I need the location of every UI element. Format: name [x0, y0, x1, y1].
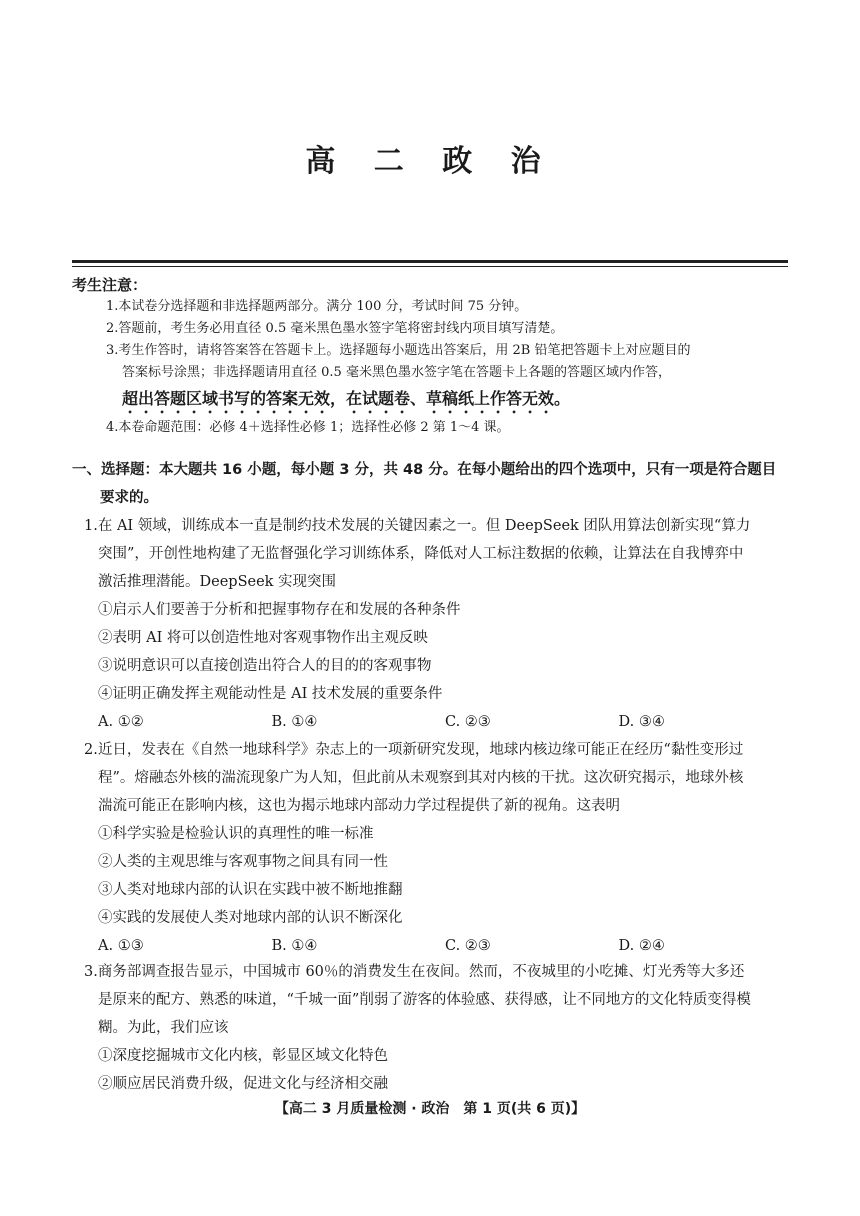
page-title: 高 二 政 治 [305, 144, 555, 179]
choice-d: D. ③④ [618, 714, 665, 730]
page-footer: 【高二 3 月质量检测 · 政治 第 1 页(共 6 页)】 [274, 1101, 586, 1117]
section-heading [72, 456, 792, 512]
question-stem-line: 突围”，开创性地构建了无监督强化学习训练体系，降低对人工标注数据的依赖，让算法在自我博弈中 [98, 546, 744, 562]
statement-2: ②人类的主观思维与客观事物之间具有同一性 [98, 854, 388, 870]
section-heading-line2: 要求的。 [100, 490, 158, 506]
choice-c: C. ②③ [445, 938, 491, 954]
question-1 [84, 512, 792, 736]
question-stem-line: 1.在 AI 领域，训练成本一直是制约技术发展的关键因素之一。但 DeepSeek 团队用算法创新实现“算力 [84, 518, 751, 534]
statement-4: ④实践的发展使人类对地球内部的认识不断深化 [98, 910, 403, 926]
question-stem-line: 程”。熔融态外核的湍流现象广为人知，但此前从未观察到其对内核的干扰。这次研究揭示，地球外核 [98, 770, 744, 786]
question-2 [84, 736, 792, 960]
question-3 [84, 958, 792, 1098]
choice-b: B. ①④ [271, 938, 318, 954]
notice-emphasis: 超出答题区域书写的答案无效，在试题卷、草稿纸上作答无效。 [122, 389, 571, 408]
statement-1: ①深度挖掘城市文化内核，彰显区域文化特色 [98, 1048, 388, 1064]
notice-item-3-cont: 答案标号涂黑；非选择题请用直径 0.5 毫米黑色墨水签字笔在答题卡上各题的答题区域内作答， [122, 365, 671, 380]
statement-4: ④证明正确发挥主观能动性是 AI 技术发展的重要条件 [98, 686, 443, 702]
header-divider-thin [72, 266, 788, 267]
choice-d: D. ②④ [618, 938, 665, 954]
question-stem-line: 3.商务部调查报告显示，中国城市 60％的消费发生在夜间。然而，不夜城里的小吃摊、灯光秀等大多还 [84, 964, 745, 980]
choice-a: A. ①② [98, 714, 144, 730]
choice-b: B. ①④ [271, 714, 318, 730]
statement-3: ③人类对地球内部的认识在实践中被不断地推翻 [98, 882, 403, 898]
question-stem-line: 2.近日，发表在《自然一地球科学》杂志上的一项新研究发现，地球内核边缘可能正在经历“黏性变形过 [84, 742, 744, 758]
statement-1: ①启示人们要善于分析和把握事物存在和发展的各种条件 [98, 602, 461, 618]
statement-1: ①科学实验是检验认识的真理性的唯一标准 [98, 826, 374, 842]
notice-item-1: 1.本试卷分选择题和非选择题两部分。满分 100 分，考试时间 75 分钟。 [106, 299, 528, 314]
question-stem-line: 激活推理潜能。DeepSeek 实现突围 [98, 574, 337, 590]
notice-item-3: 3.考生作答时，请将答案答在答题卡上。选择题每小题选出答案后，用 2B 铅笔把答题卡上对应题目的 [106, 343, 691, 358]
question-stem-line: 是原来的配方、熟悉的味道，“千城一面”削弱了游客的体验感、获得感，让不同地方的文化特质变得模 [98, 992, 751, 1008]
choice-c: C. ②③ [445, 714, 491, 730]
notice-item-2: 2.答题前，考生务必用直径 0.5 毫米黑色墨水签字笔将密封线内项目填写清楚。 [106, 321, 564, 336]
choice-a: A. ①③ [98, 938, 144, 954]
candidate-notice [72, 274, 788, 439]
section-heading-line1: 一、选择题：本大题共 16 小题，每小题 3 分，共 48 分。在每小题给出的四个选项中，只有一项是符合题目 [72, 462, 777, 478]
answer-choices [84, 932, 792, 960]
question-stem-line: 糊。为此，我们应该 [98, 1020, 229, 1036]
statement-2: ②顺应居民消费升级，促进文化与经济相交融 [98, 1076, 388, 1092]
question-stem-line: 湍流可能正在影响内核，这也为揭示地球内部动力学过程提供了新的视角。这表明 [98, 798, 620, 814]
header-divider [72, 260, 788, 263]
statement-2: ②表明 AI 将可以创造性地对客观事物作出主观反映 [98, 630, 428, 646]
answer-choices [84, 708, 792, 736]
notice-item-4: 4.本卷命题范围：必修 4＋选择性必修 1；选择性必修 2 第 1～4 课。 [106, 420, 510, 435]
notice-heading: 考生注意： [72, 276, 148, 294]
statement-3: ③说明意识可以直接创造出符合人的目的的客观事物 [98, 658, 432, 674]
